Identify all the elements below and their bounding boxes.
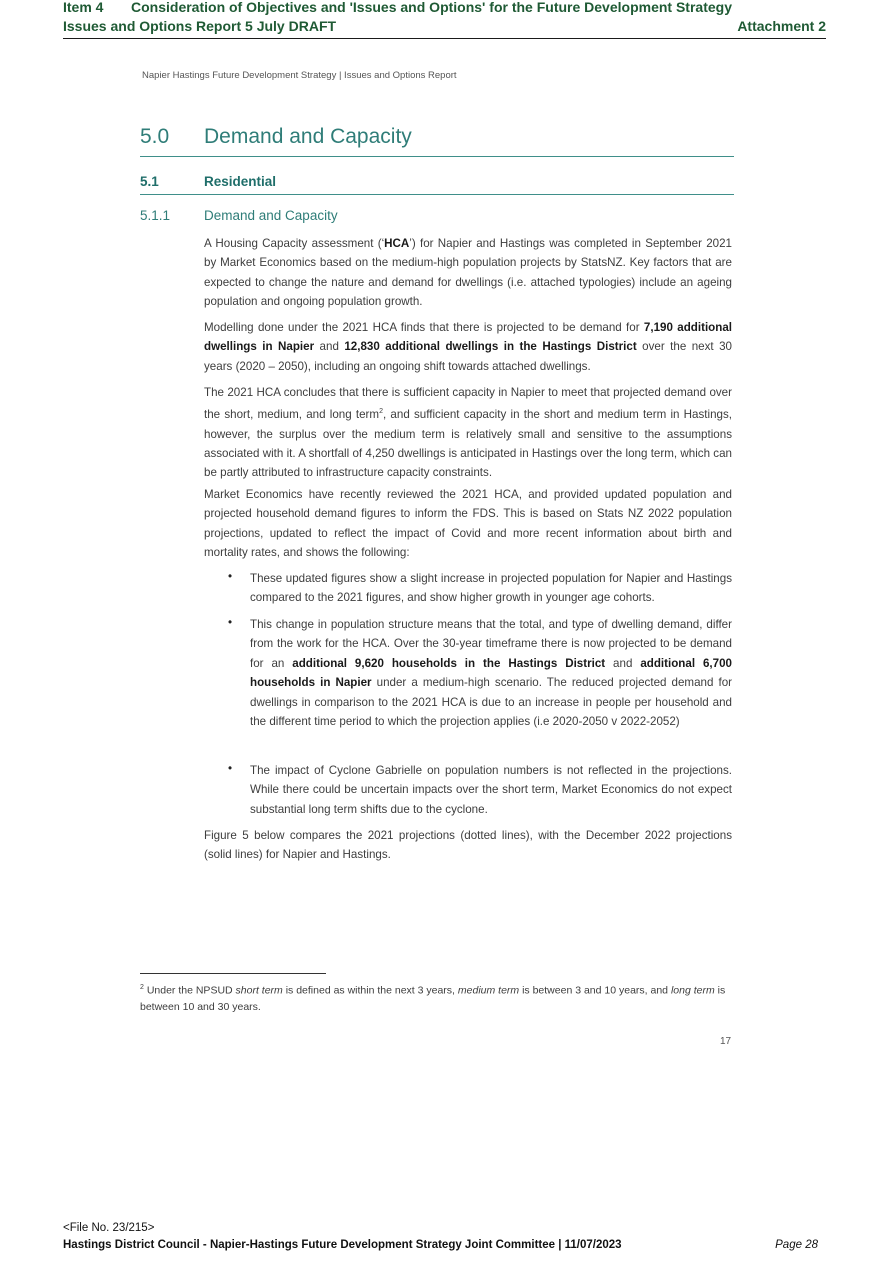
agenda-item-label: Item 4: [63, 0, 104, 15]
heading-number: 5.0: [140, 125, 170, 148]
italic-text: short term: [235, 984, 283, 997]
text-run: ’) for Napier and Hastings was completed in September 2021 by Market Economics based on the medium-high population projects by StatsNZ. Key factors that are expected to change the nature and demand for dwellings (i.e. attached typologies) include an ageing population and ongoing population growth.: [204, 237, 732, 309]
text-run: Modelling done under the 2021 HCA finds that there is projected to be demand for: [204, 321, 644, 334]
text-run: is between 10 and 30 years.: [140, 984, 726, 1013]
bullet-marker: •: [228, 570, 233, 583]
running-header: Napier Hastings Future Development Strategy | Issues and Options Report: [142, 70, 457, 81]
text-run: and: [314, 340, 345, 354]
text-run: and: [605, 656, 641, 670]
text-run: , and sufficient capacity in the short and medium term in Hastings, however, the surplus over the medium term is relatively small and sensitive to the assumptions associated with it. A shortfall of 4,250 dwellings is anticipated in Hastings over the long term, which can be partly attributed to infrastructure capacity constraints.: [204, 408, 733, 480]
agenda-item-line: [63, 0, 732, 15]
file-number: <File No. 23/215>: [63, 1222, 155, 1234]
paragraph-capacity: [204, 383, 732, 483]
text-run: under a medium-high scenario. The reduced projected demand for dwellings in comparison to the 2021 HCA is due to an increase in people per household and the different time period to which the projection applies (i.e 2020-2050 v 2022-2052): [250, 676, 733, 729]
agenda-item-title: Consideration of Objectives and 'Issues and Options' for the Future Development Strategy: [131, 0, 732, 15]
footer-committee: Hastings District Council - Napier-Hastings Future Development Strategy Joint Committee | 11/07/2023: [63, 1239, 622, 1251]
footnote-reference[interactable]: 2: [379, 408, 383, 416]
heading-number: 5.1.1: [140, 208, 171, 223]
footnote: [140, 980, 740, 1015]
text-run: A Housing Capacity assessment (‘: [204, 237, 385, 250]
heading-number: 5.1: [140, 174, 159, 189]
bold-text: HCA: [384, 237, 410, 250]
agenda-header: [63, 0, 826, 39]
bullet-item-population: These updated figures show a slight increase in projected population for Napier and Hastings compared to the 2021 figures, and show higher growth in younger age cohorts.: [250, 572, 732, 605]
text-run: The 2021 HCA concludes that there is sufficient capacity in Napier to meet that projected demand over the short, medium, and long term: [204, 386, 732, 422]
text-run: is between 3 and 10 years, and: [519, 984, 671, 997]
bullet-marker: •: [228, 762, 233, 775]
bold-text: 12,830 additional dwellings in the Hastings District: [344, 340, 637, 354]
agenda-subtitle: Issues and Options Report 5 July DRAFT: [63, 18, 337, 34]
paragraph-modelling: [204, 318, 732, 376]
text-run: over the next 30 years (2020 – 2050), including an ongoing shift towards attached dwellings.: [204, 340, 732, 373]
bold-text: additional 9,620 households in the Hastings District: [292, 656, 606, 670]
attachment-label: Attachment 2: [737, 18, 826, 34]
footnote-number: 2: [140, 984, 144, 991]
report-page-number: 17: [720, 1036, 732, 1047]
heading-text: Demand and Capacity: [204, 125, 412, 148]
paragraph-market-economics: Market Economics have recently reviewed the 2021 HCA, and provided updated population and projected household demand figures to inform the FDS. This is based on Stats NZ 2022 population projections, updated to reflect the impact of Covid and more recent information about birth and mortality rates, and shows the following:: [204, 488, 732, 560]
heading-section-5-1: [140, 173, 734, 195]
text-run: is defined as within the next 3 years,: [282, 984, 458, 997]
italic-text: medium term: [457, 984, 520, 997]
footer-page-number: Page 28: [775, 1239, 818, 1251]
paragraph-hca-intro: [204, 234, 732, 312]
text-run: Under the NPSUD: [143, 984, 236, 997]
bullet-item-population-structure: [250, 615, 732, 731]
heading-text: Residential: [204, 174, 277, 189]
bold-text: 7,190 additional dwellings in Napier: [204, 321, 733, 354]
bullet-marker: •: [228, 616, 233, 629]
bold-text: additional 6,700 households in Napier: [250, 656, 732, 690]
paragraph-figure-5: Figure 5 below compares the 2021 projections (dotted lines), with the December 2022 projections (solid lines) for Napier and Hastings.: [204, 829, 732, 862]
italic-text: long term: [670, 984, 715, 997]
bullet-item-cyclone: The impact of Cyclone Gabrielle on population numbers is not reflected in the projections. While there could be uncertain impacts over the short term, Market Economics do not expect substantial long term shifts due to the cyclone.: [250, 764, 732, 816]
heading-text: Demand and Capacity: [204, 208, 338, 223]
heading-section-5: [140, 124, 734, 157]
text-run: This change in population structure means that the total, and type of dwelling demand, differ from the work for the HCA. Over the 30-year timeframe there is now projected to be demand for an: [250, 618, 732, 670]
footnote-separator: [140, 973, 326, 974]
